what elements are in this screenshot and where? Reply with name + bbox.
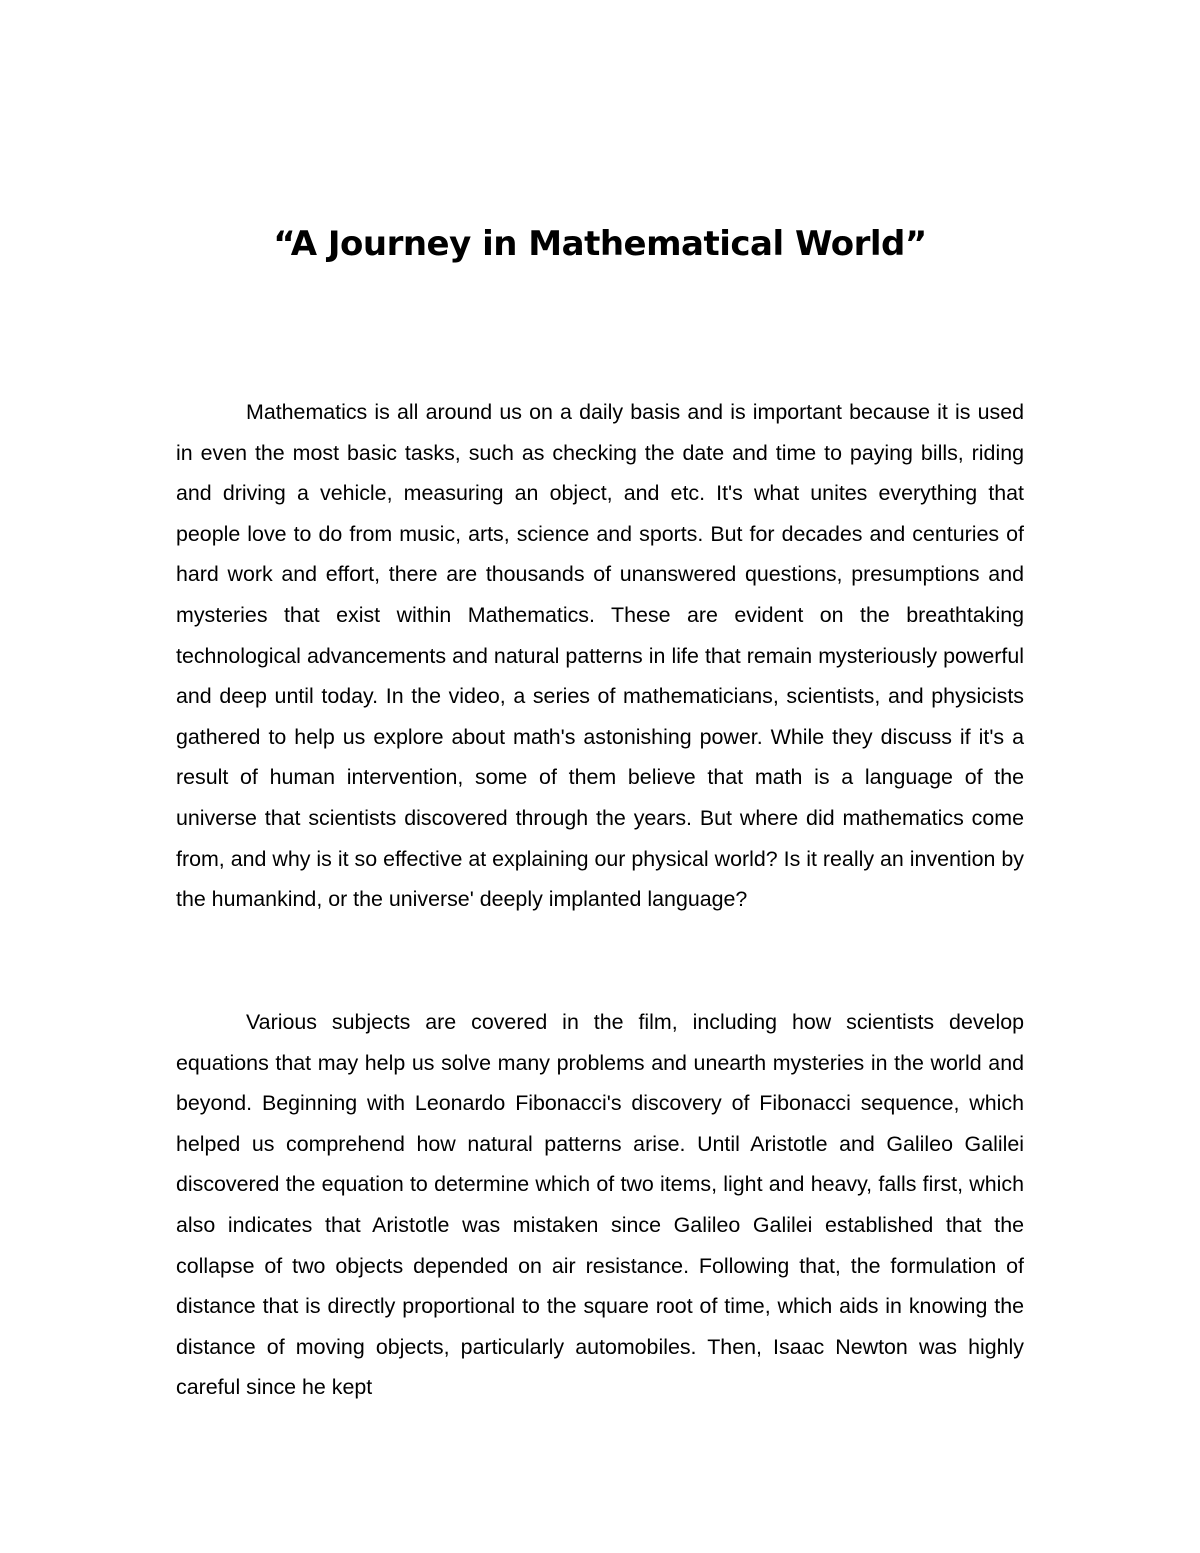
document-title: “A Journey in Mathematical World” xyxy=(273,224,927,264)
paragraph-1: Mathematics is all around us on a daily basis and is important because it is used in even the most basic tasks, such as checking the date and time to paying bills, riding and driving a vehicle, measuring an object, and etc. It's what unites everything that people love to do from music, arts, science and sports. But for decades and centuries of hard work and effort, there are thousands of unanswered questions, presumptions and mysteries that exist within Mathematics. These are evident on the breathtaking technological advancements and natural patterns in life that remain mysteriously powerful and deep until today. In the video, a series of mathematicians, scientists, and physicists gathered to help us explore about math's astonishing power. While they discuss if it's a result of human intervention, some of them believe that math is a language of the universe that scientists discovered through the years. But where did mathematics come from, and why is it so effective at explaining our physical world? Is it really an invention by the humankind, or the universe' deeply implanted language? xyxy=(176,400,1024,912)
paragraph-2: Various subjects are covered in the film, including how scientists develop equations that may help us solve many problems and unearth mysteries in the world and beyond. Beginning with Leonardo Fibonacci's discovery of Fibonacci sequence, which helped us comprehend how natural patterns arise. Until Aristotle and Galileo Galilei discovered the equation to determine which of two items, light and heavy, falls first, which also indicates that Aristotle was mistaken since Galileo Galilei established that the collapse of two objects depended on air resistance. Following that, the formulation of distance that is directly proportional to the square root of time, which aids in knowing the distance of moving objects, particularly automobiles. Then, Isaac Newton was highly careful since he kept xyxy=(176,1010,1024,1400)
